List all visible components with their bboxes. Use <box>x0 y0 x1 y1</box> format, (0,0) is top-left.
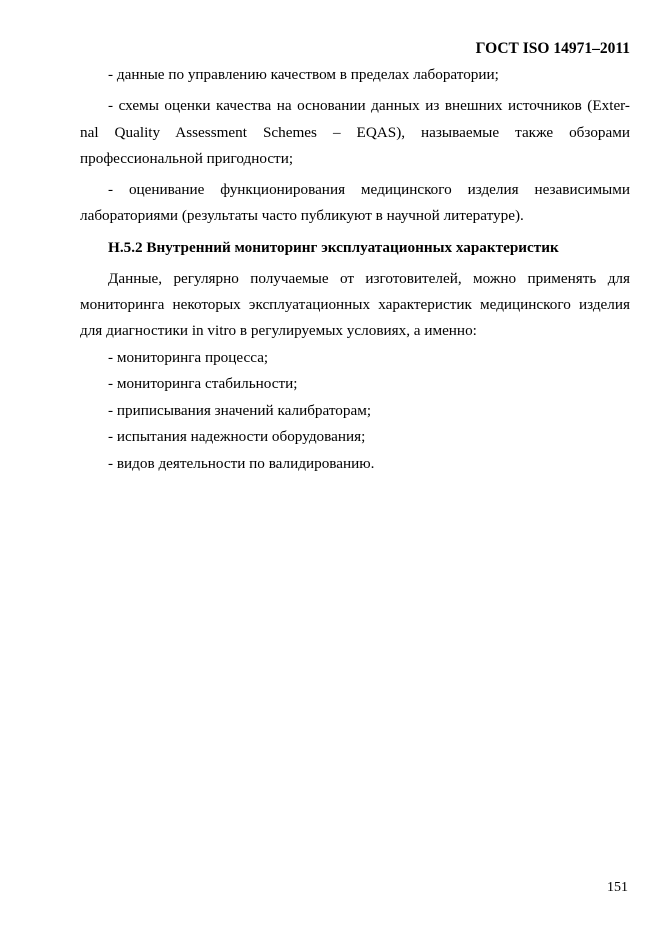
section-heading: H.5.2 Внутренний мониторинг эксплуатационных характеристик <box>108 238 559 256</box>
monitoring-list <box>80 345 630 478</box>
paragraph-quality-management: - данные по управлению качеством в пределах лаборатории; <box>108 66 499 83</box>
paragraph-independent-labs: - оценивание функционирования медицинского изделия независимыми лабораториями (результаты часто публикуют в научной литературе). <box>80 181 630 225</box>
list-item: - мониторинга стабильности; <box>108 375 298 393</box>
list-item: - испытания надежности оборудования; <box>108 428 366 446</box>
list-item: - приписывания значений калибраторам; <box>108 401 372 419</box>
standard-code-header: ГОСТ ISO 14971–2011 <box>475 40 630 57</box>
list-item: - мониторинга процесса; <box>108 348 269 366</box>
page-content <box>80 62 630 477</box>
paragraph-eqas: - схемы оценки качества на основании данных из внешних источников (Exter-nal Quality Assessment Schemes – EQAS), называемые также обзорами профессиональной пригодности; <box>80 97 630 167</box>
section-intro-paragraph: Данные, регулярно получаемые от изготовителей, можно применять для мониторинга некоторых эксплуатационных характеристик медицинского изделия для диагностики in vitro в регулируемых условиях, а именно: <box>80 269 630 340</box>
list-item: - видов деятельности по валидированию. <box>108 454 375 472</box>
page-number: 151 <box>607 880 628 895</box>
